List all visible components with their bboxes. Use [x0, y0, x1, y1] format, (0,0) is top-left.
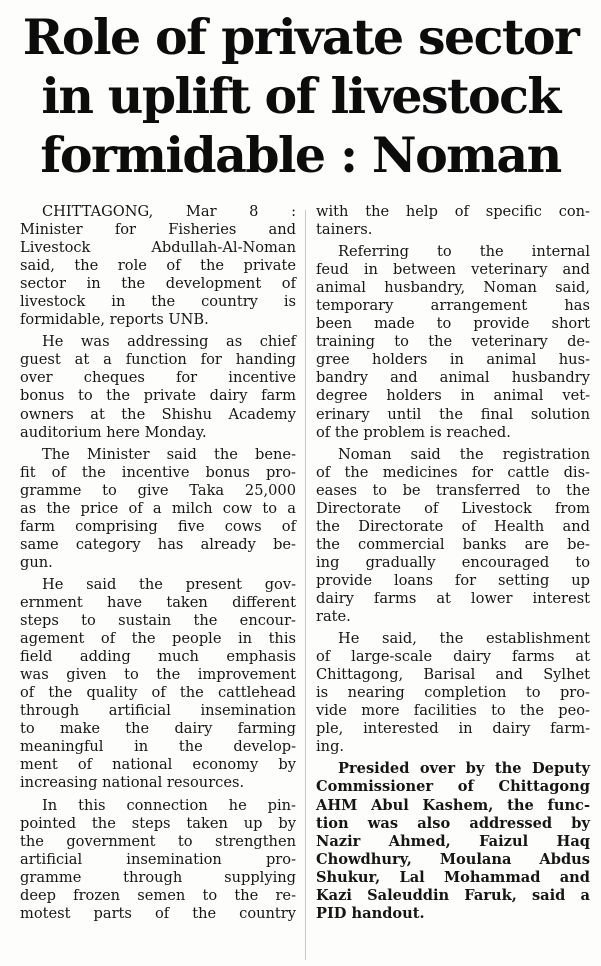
article-column-right	[316, 203, 590, 923]
text-line: with the help of specific con-	[316, 203, 590, 220]
text-line: meaningful in the develop-	[20, 738, 296, 756]
text-line: eases to be transferred to the	[316, 481, 590, 499]
article-column-left	[20, 203, 296, 923]
text-line: through artificial insemination	[20, 702, 296, 720]
paragraph-continuation	[316, 203, 590, 239]
text-line: erinary until the final solution	[316, 405, 590, 423]
text-line: degree holders in animal vet-	[316, 387, 590, 405]
text-line: ernment have taken different	[20, 593, 296, 611]
text-line: owners at the Shishu Academy	[20, 405, 296, 423]
text-line: auditorium here Monday.	[20, 423, 207, 441]
text-line: Chowdhury, Moulana Abdus	[316, 850, 590, 868]
text-line: fit of the incentive bonus pro-	[20, 463, 296, 481]
paragraph-government-steps	[20, 576, 296, 793]
text-line: ing.	[316, 738, 345, 756]
text-line: gramme to give Taka 25,000	[20, 481, 296, 499]
text-line: artificial insemination pro-	[20, 850, 296, 868]
text-line: Shukur, Lal Mohammad and	[316, 868, 590, 886]
text-line: provide loans for setting up	[316, 571, 590, 589]
headline-line-2: in uplift of livestock	[41, 67, 560, 125]
text-line: PID handout.	[316, 904, 425, 922]
text-line: Livestock Abdullah-Al-Noman	[20, 239, 296, 257]
text-line: He was addressing as chief	[42, 333, 296, 351]
text-line: ment of national economy by	[20, 756, 296, 774]
paragraph-dairy-farms	[316, 630, 590, 756]
text-line: was given to the improvement	[20, 666, 296, 684]
text-line: of the quality of the cattlehead	[20, 684, 296, 702]
text-line: the commercial banks are be-	[316, 535, 590, 553]
text-line: deep frozen semen to the re-	[20, 886, 296, 904]
text-line: is nearing completion to pro-	[316, 684, 590, 702]
text-line: The Minister said the bene-	[42, 445, 296, 463]
text-line: bonus to the private dairy farm	[20, 387, 296, 405]
text-line: training to the veterinary de-	[316, 333, 590, 351]
text-line: CHITTAGONG, Mar 8 :	[42, 203, 296, 220]
text-line: gramme through supplying	[20, 868, 296, 886]
text-line: gun.	[20, 553, 53, 571]
text-line: over cheques for incentive	[20, 369, 296, 387]
paragraph-registration	[316, 446, 590, 626]
text-line: tion was also addressed by	[316, 814, 590, 832]
text-line: ple, interested in dairy farm-	[316, 720, 590, 738]
text-line: Presided over by the Deputy	[338, 760, 590, 778]
text-line: formidable, reports UNB.	[20, 311, 209, 329]
text-line: dairy farms at lower interest	[316, 589, 590, 607]
paragraph-chief-guest	[20, 333, 296, 441]
text-line: steps to sustain the encour-	[20, 612, 296, 630]
text-line: increasing national resources.	[20, 774, 245, 792]
text-line: to make the dairy farming	[20, 720, 296, 738]
text-line: In this connection he pin-	[42, 796, 296, 814]
text-line: AHM Abul Kashem, the func-	[316, 796, 590, 814]
paragraph-internal-feud	[316, 243, 590, 442]
text-line: sector in the development of	[20, 275, 296, 293]
text-line: temporary arrangement has	[316, 297, 590, 315]
text-line: been made to provide short	[316, 315, 590, 333]
paragraph-incentive-bonus	[20, 446, 296, 572]
text-line: of large-scale dairy farms at	[316, 648, 590, 666]
text-line: animal husbandry, Noman said,	[316, 279, 590, 297]
text-line: motest parts of the country	[20, 904, 296, 922]
text-line: field adding much emphasis	[20, 648, 296, 666]
text-line: bandry and animal husbandry	[316, 369, 590, 387]
text-line: of the medicines for cattle dis-	[316, 463, 590, 481]
text-line: said, the role of the private	[20, 257, 296, 275]
text-line: livestock in the country is	[20, 293, 296, 311]
text-line: Referring to the internal	[338, 243, 590, 261]
text-line: Kazi Saleuddin Faruk, said a	[316, 886, 590, 904]
text-line: same category has already be-	[20, 535, 296, 553]
text-line: of the problem is reached.	[316, 423, 511, 441]
headline-line-1: Role of private sector	[22, 8, 579, 66]
text-line: the government to strengthen	[20, 832, 296, 850]
text-line: farm comprising five cows of	[20, 517, 296, 535]
paragraph-dateline	[20, 203, 296, 329]
paragraph-presided-over	[316, 760, 590, 922]
text-line: tainers.	[316, 221, 373, 239]
text-line: vide more facilities to the peo-	[316, 702, 590, 720]
text-line: agement of the people in this	[20, 630, 296, 648]
text-line: Directorate of Livestock from	[316, 499, 590, 517]
column-divider	[305, 210, 306, 960]
text-line: gree holders in animal hus-	[316, 351, 590, 369]
text-line: Nazir Ahmed, Faizul Haq	[316, 832, 590, 850]
text-line: ing gradually encouraged to	[316, 553, 590, 571]
headline	[0, 8, 601, 185]
text-line: feud in between veterinary and	[316, 261, 590, 279]
text-line: rate.	[316, 608, 351, 626]
text-line: He said the present gov-	[42, 575, 296, 593]
text-line: pointed the steps taken up by	[20, 814, 296, 832]
text-line: the Directorate of Health and	[316, 517, 590, 535]
text-line: He said, the establishment	[338, 630, 590, 648]
text-line: Chittagong, Barisal and Sylhet	[316, 666, 590, 684]
headline-line-3: formidable : Noman	[40, 126, 561, 184]
text-line: Commissioner of Chittagong	[316, 778, 590, 796]
text-line: Minister for Fisheries and	[20, 221, 296, 239]
paragraph-insemination	[20, 797, 296, 923]
text-line: guest at a function for handing	[20, 351, 296, 369]
text-line: Noman said the registration	[338, 445, 590, 463]
text-line: as the price of a milch cow to a	[20, 499, 296, 517]
